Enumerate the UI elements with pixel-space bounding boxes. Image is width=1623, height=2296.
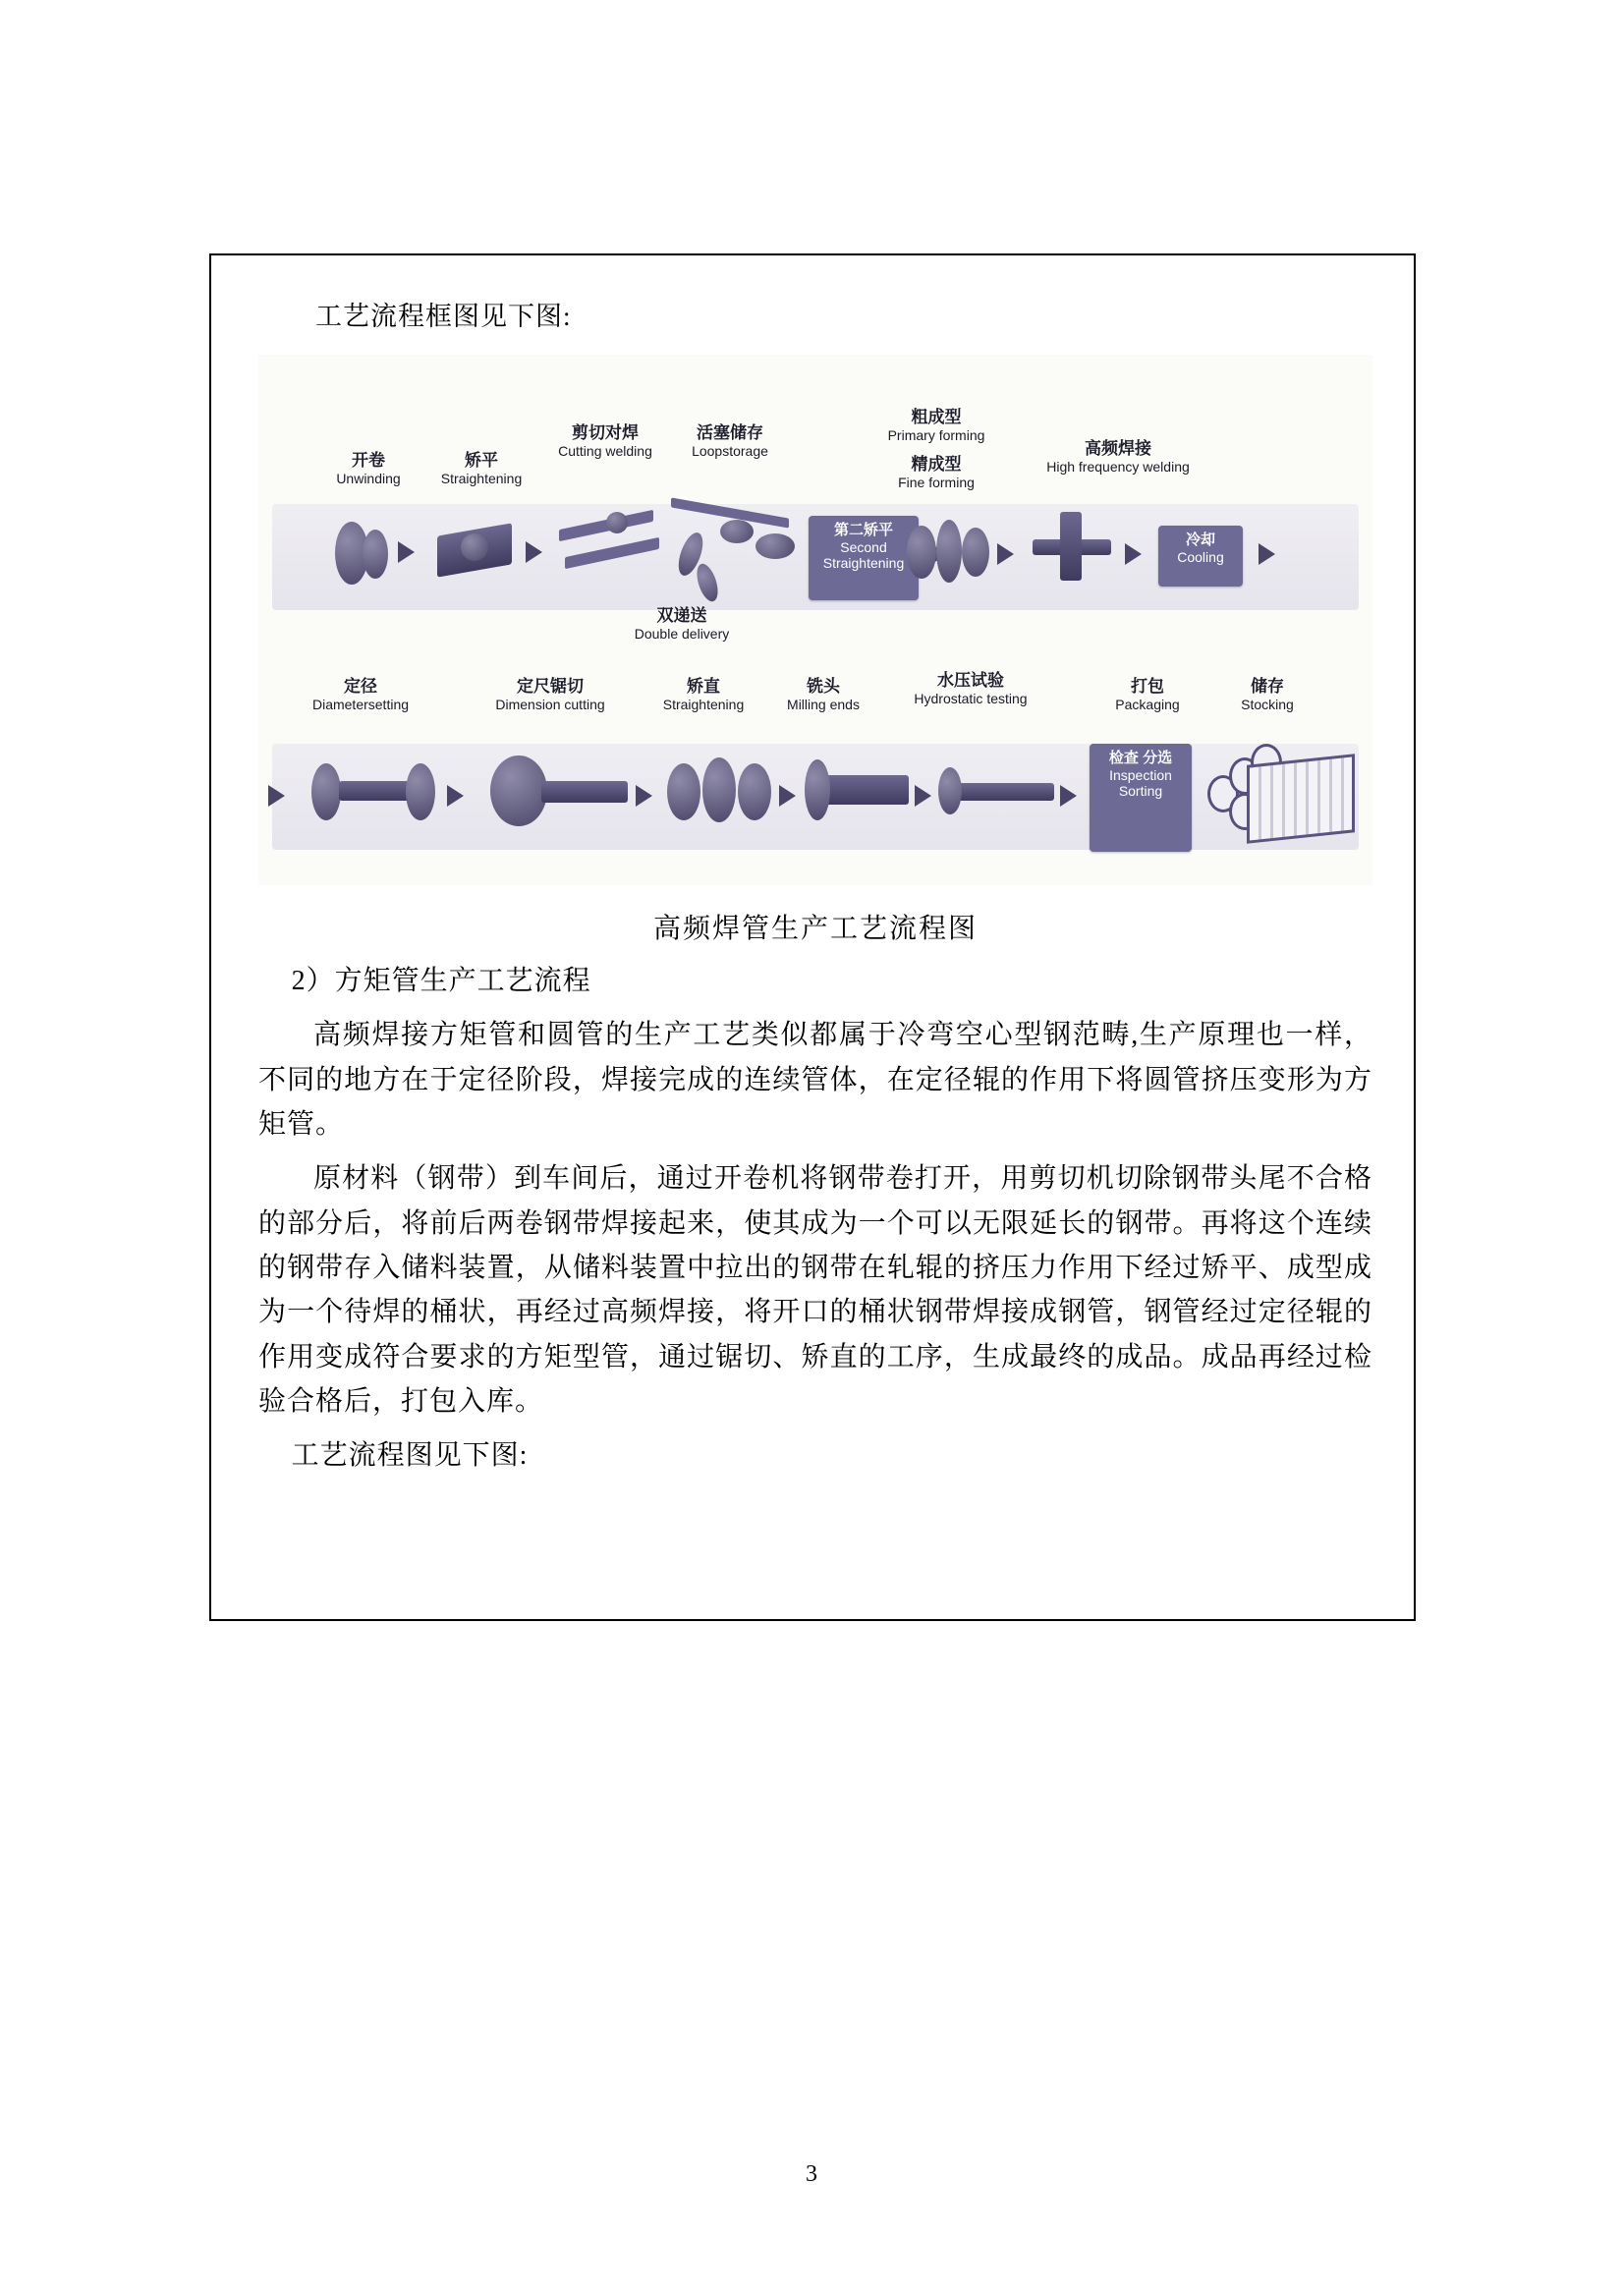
figure-caption: 高频焊管生产工艺流程图 [652, 913, 978, 944]
flow-arrow [636, 785, 652, 807]
loopstorage-roll-icon-2 [720, 520, 754, 543]
diameter-setting-roll-icon [311, 763, 341, 820]
flow-label-loopstorage: 活塞储存 Loopstorage [692, 422, 768, 460]
flow-arrow [1259, 543, 1275, 565]
flow-label-diameter-setting: 定径 Diametersetting [311, 676, 410, 713]
second-straightening-box: 第二矫平 Second Straightening [809, 516, 919, 600]
straightening-roll-icon-a [667, 763, 700, 820]
forming-roll-icon [936, 520, 962, 583]
loopstorage-roll-icon-3 [756, 533, 795, 559]
flow-arrow [915, 785, 931, 807]
primary-forming-roll-icon [907, 526, 936, 579]
stocking-stack-icon [1247, 754, 1355, 844]
straightening-roll-icon-b [702, 757, 736, 822]
inspection-sorting-box: 检查 分选 Inspection Sorting [1090, 744, 1192, 852]
flow-arrow [1060, 785, 1077, 807]
cutting-roll-icon [606, 512, 628, 533]
flow-arrow [526, 541, 542, 563]
flow-arrow [1125, 543, 1142, 565]
cut-pipe-icon [541, 781, 628, 803]
flow-label-dimension-cutting: 定尺锯切 Dimension cutting [495, 676, 605, 713]
flow-arrow [997, 543, 1014, 565]
flow-label-stocking: 储存 Stocking [1241, 676, 1294, 713]
flow-arrow [447, 785, 464, 807]
closing-line: 工艺流程图见下图: [291, 1439, 529, 1471]
milling-head-icon [805, 759, 830, 820]
flow-label-milling-ends: 铣头 Milling ends [787, 676, 860, 713]
flow-label-packaging: 打包 Packaging [1115, 676, 1180, 713]
hf-welder-icon [1060, 512, 1082, 581]
flow-arrow [398, 541, 415, 563]
flow-label-cutting-welding: 剪切对焊 Cutting welding [558, 422, 652, 460]
flow-label-straightening-2: 矫直 Straightening [662, 676, 745, 713]
fine-forming-roll-icon [962, 528, 989, 577]
dimension-cutting-saw-icon [490, 756, 547, 826]
paragraph-1: 高频焊接方矩管和圆管的生产工艺类似都属于冷弯空心型钢范畴,生产原理也一样，不同的地方在于定径阶段，焊接完成的连续管体，在定径辊的作用下将圆管挤压变形为方矩管。 [258, 1020, 1372, 1141]
straightening-roll-icon-c [738, 763, 771, 820]
flow-label-fine-forming: 精成型 Fine forming [898, 454, 975, 491]
paragraph-2: 原材料（钢带）到车间后，通过开卷机将钢带卷打开，用剪切机切除钢带头尾不合格的部分后，将前后两卷钢带焊接起来，使其成为一个可以无限延长的钢带。再将这个连续的钢带存入储料装置，从储料装置中拉出的钢带在轧辊的挤压力作用下经过矫平、成型成为一个待焊的桶状，再经过高频焊接，将开口的桶状钢带焊接成钢管，钢管经过定径辊的作用变成符合要求的方矩型管，通过锯切、矫直的工序，生成最终的成品。成品再经过检验合格后，打包入库。 [258, 1163, 1372, 1418]
hydrostatic-head-icon [938, 767, 962, 814]
page-number: 3 [806, 2161, 817, 2187]
cooling-box: 冷却 Cooling [1158, 526, 1243, 587]
lead-line: 工艺流程框图见下图: [315, 302, 572, 331]
process-flow-diagram [258, 355, 1372, 885]
flow-row-upper [258, 407, 1372, 649]
diameter-setting-roll-icon-2 [406, 763, 435, 820]
flow-label-hydrostatic-testing: 水压试验 Hydrostatic testing [914, 670, 1028, 707]
content-frame [209, 253, 1416, 1621]
straightening-roll-icon [461, 533, 488, 561]
flow-label-unwinding: 开卷 Unwinding [336, 450, 401, 487]
flow-arrow [779, 785, 796, 807]
flow-arrow [268, 785, 285, 807]
flow-label-hf-welding: 高频焊接 High frequency welding [1046, 438, 1190, 476]
flow-row-lower [258, 649, 1372, 885]
section-heading: 2）方矩管生产工艺流程 [291, 965, 591, 996]
flow-label-double-delivery: 双递送 Double delivery [634, 605, 730, 643]
flow-label-primary-forming: 粗成型 Primary forming [887, 407, 985, 444]
flow-label-straightening: 矫平 Straightening [440, 450, 523, 487]
hydrostatic-testing-icon [946, 783, 1054, 801]
unwinding-roll-icon-2 [363, 530, 388, 579]
